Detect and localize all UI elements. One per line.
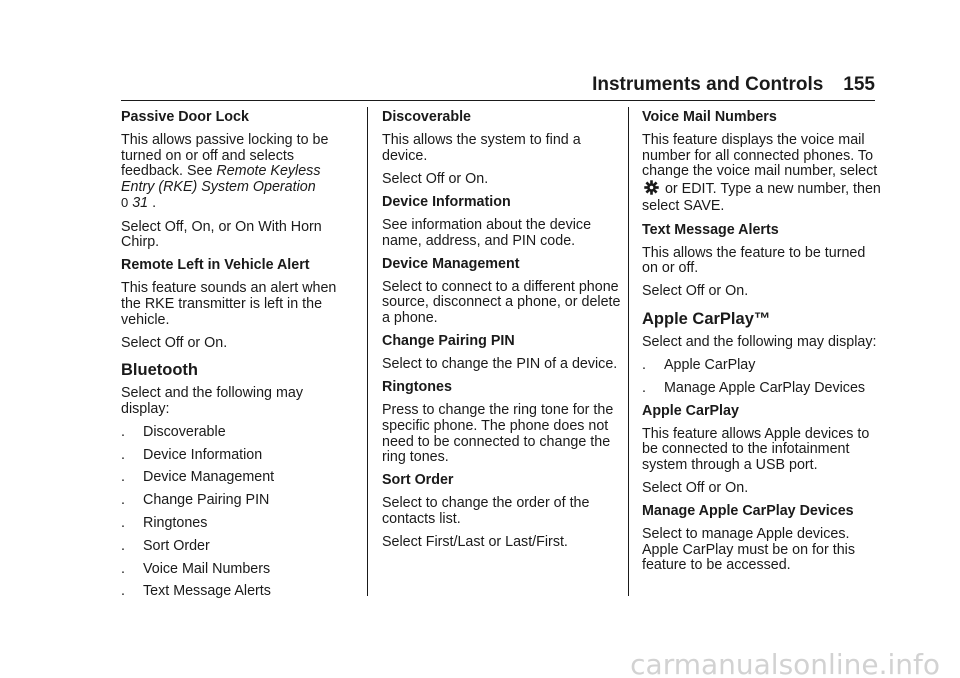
list-item (642, 381, 882, 397)
ringtones-body: Press to change the ring tone for the specific phone. The phone does not need to be connected to change the ring tones. (382, 402, 614, 466)
list-item-label: Voice Mail Numbers (143, 560, 271, 577)
remote-left-body: This feature sounds an alert when the RKE transmitter is left in the vehicle. (121, 280, 337, 328)
apple-carplay-options: Select Off or On. (642, 479, 749, 496)
bullet: . (121, 492, 125, 509)
list-item-label: Device Management (143, 469, 275, 486)
heading-bluetooth: Bluetooth (121, 361, 198, 380)
bullet: . (121, 515, 125, 532)
list-item-label: Apple CarPlay (664, 357, 756, 374)
list-item-label: Ringtones (143, 515, 208, 532)
carplay-intro: Select and the following may display: (642, 333, 877, 350)
column-3 (642, 110, 882, 581)
list-item-label: Change Pairing PIN (143, 492, 270, 509)
voice-mail-body (642, 133, 882, 215)
passive-door-lock-text: This allows passive locking to be turned on or off and selects feedback. See (121, 132, 329, 180)
bullet: . (642, 379, 646, 396)
bullet: . (121, 469, 125, 486)
list-item (121, 584, 351, 600)
heading-discoverable: Discoverable (382, 109, 472, 125)
sort-order-options: Select First/Last or Last/First. (382, 533, 568, 550)
apple-carplay-body: This feature allows Apple devices to be connected to the infotainment system through a USB port. (642, 425, 870, 473)
page-ref-end: . (148, 195, 157, 212)
watermark: carmanualsonline.info (630, 652, 940, 678)
heading-carplay: Apple CarPlay™ (642, 309, 771, 328)
heading-voice-mail: Voice Mail Numbers (642, 109, 777, 125)
page-number: 155 (843, 74, 875, 95)
list-item-label: Manage Apple CarPlay Devices (664, 379, 866, 396)
list-item-label: Device Information (143, 446, 263, 463)
heading-remote-left: Remote Left in Vehicle Alert (121, 257, 310, 274)
list-item (642, 358, 882, 374)
passive-door-lock-options: Select Off, On, or On With Horn Chirp. (121, 218, 322, 251)
discoverable-options: Select Off or On. (382, 170, 489, 187)
list-item-label: Text Message Alerts (143, 583, 271, 600)
page-ref-number[interactable]: 31 (132, 195, 149, 212)
page-ref-arrow: 0 (121, 195, 129, 211)
column-2 (382, 110, 622, 558)
chapter-title: Instruments and Controls (592, 74, 824, 95)
bullet: . (121, 583, 125, 600)
heading-apple-carplay: Apple CarPlay (642, 402, 739, 419)
heading-passive-door-lock: Passive Door Lock (121, 109, 249, 125)
bullet: . (121, 537, 125, 554)
device-management-body: Select to connect to a different phone source, disconnect a phone, or delete a phone. (382, 278, 621, 326)
bullet: . (121, 446, 125, 463)
heading-device-management: Device Management (382, 255, 520, 272)
list-item (121, 493, 351, 509)
heading-device-information: Device Information (382, 193, 511, 210)
voice-mail-text: This feature displays the voice mail number for all connected phones. To change the voice mail number, select (642, 132, 878, 180)
list-item (121, 539, 351, 555)
heading-sort-order: Sort Order (382, 472, 454, 489)
manage-carplay-body: Select to manage Apple devices. Apple CarPlay must be on for this feature to be accessed. (642, 526, 855, 574)
sort-order-body: Select to change the order of the contacts list. (382, 495, 590, 527)
heading-change-pairing-pin: Change Pairing PIN (382, 333, 515, 350)
text-message-body: This allows the feature to be turned on or off. (642, 244, 866, 277)
bullet: . (642, 357, 646, 374)
gear-icon (644, 180, 659, 200)
passive-door-lock-body (121, 133, 351, 212)
bluetooth-intro: Select and the following may display: (121, 385, 303, 417)
column-1 (121, 110, 351, 607)
list-item (121, 425, 351, 441)
voice-mail-text-end: or EDIT. Type a new number, then select SAVE. (642, 180, 881, 215)
list-item (121, 470, 351, 486)
list-item (121, 562, 351, 578)
list-item (121, 448, 351, 464)
heading-manage-carplay: Manage Apple CarPlay Devices (642, 503, 854, 520)
remote-left-options: Select Off or On. (121, 334, 228, 351)
device-information-body: See information about the device name, address, and PIN code. (382, 216, 592, 249)
list-item-label: Discoverable (143, 423, 226, 440)
rke-link[interactable]: Remote Keyless Entry (RKE) System Operation (121, 163, 321, 195)
column-divider-1 (367, 107, 368, 596)
page-header (121, 74, 875, 98)
list-item (121, 516, 351, 532)
header-rule (121, 100, 875, 101)
column-divider-2 (628, 107, 629, 596)
heading-text-message: Text Message Alerts (642, 221, 779, 238)
heading-ringtones: Ringtones (382, 379, 452, 396)
list-item-label: Sort Order (143, 537, 210, 554)
bullet: . (121, 560, 125, 577)
discoverable-body: This allows the system to find a device. (382, 132, 581, 164)
text-message-options: Select Off or On. (642, 283, 749, 300)
bullet: . (121, 423, 125, 440)
change-pairing-pin-body: Select to change the PIN of a device. (382, 356, 618, 373)
